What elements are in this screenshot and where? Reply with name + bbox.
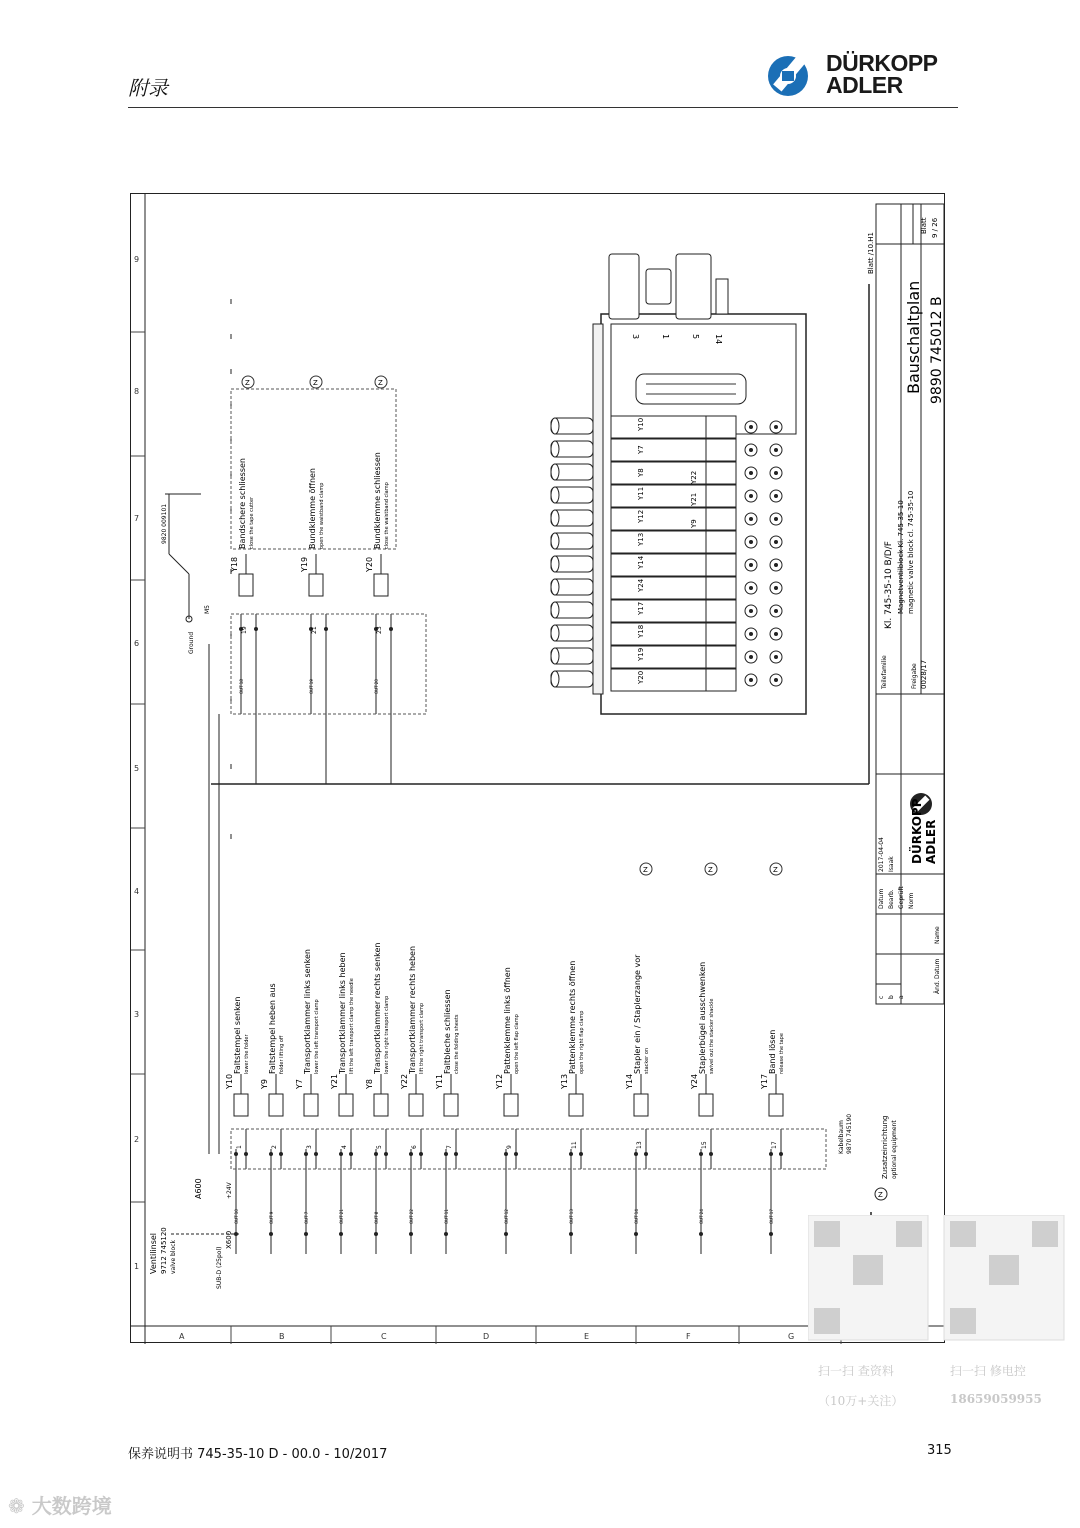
valve-block-label: valve block — [170, 1240, 177, 1274]
fitting-4 — [551, 602, 593, 618]
fitting-10 — [551, 464, 593, 480]
svg-text:Z: Z — [708, 866, 713, 874]
valve-out-y13: OUT 13 — [569, 1209, 574, 1224]
logo-line-2: ADLER — [826, 72, 903, 98]
port-5: 5 — [691, 334, 700, 340]
svg-text:Z: Z — [643, 866, 648, 874]
valve-id-y22: Y22 — [400, 1073, 409, 1089]
valve-out-y14: OUT 14 — [634, 1209, 639, 1224]
valve-pin-y9: 2 — [271, 1145, 278, 1149]
valve-pin-y19: 21 — [311, 626, 318, 634]
valve-desc-en-y14: stacker on — [644, 1047, 650, 1074]
norm-label: Norm — [908, 892, 915, 909]
valve-desc-en-y21: lift the left transport clamp the needle — [349, 978, 355, 1074]
valve-pin-y17: 17 — [771, 1141, 778, 1149]
brand-watermark-text: 大数跨境 — [31, 1494, 112, 1518]
valve-desc-de-y24: Staplerbügel ausschwenken — [698, 961, 707, 1074]
kabelbaum-number: 9870 745190 — [846, 1113, 853, 1154]
valve-desc-de-y10: Faltstempel senken — [233, 996, 242, 1074]
valve-desc-en-y13: open the right flap clamp — [579, 1010, 585, 1074]
valve-desc-en-y8: lower the right transport clamp — [384, 995, 390, 1074]
col-label-1: 1 — [134, 1262, 140, 1271]
qr-watermark-area — [808, 1215, 1068, 1345]
freigabe-date: 0028/17 — [920, 659, 928, 689]
drawing-doc-number: 9890 745012 B — [929, 296, 945, 404]
valve-out-y24: OUT 24 — [699, 1209, 704, 1224]
row-label-d: D — [483, 1332, 490, 1341]
valve-out-y17: OUT 17 — [769, 1209, 774, 1224]
fitting-8 — [551, 510, 593, 526]
valve-pin-y11: 7 — [446, 1145, 453, 1149]
valve-desc-en-y7: lower the left transport clamp — [314, 999, 320, 1074]
valve-pin-y7: 3 — [306, 1145, 313, 1149]
logo-line-1: DÜRKOPP — [826, 50, 938, 76]
valve-desc-de-y7: Transportklammer links senken — [303, 949, 312, 1074]
watermark-scan-1: 扫一扫 查资料 — [818, 1364, 894, 1378]
valve-pin-y24: 15 — [701, 1141, 708, 1149]
aend-label: Änd. — [934, 980, 941, 994]
valve-desc-de-y22: Transportklammer rechts heben — [408, 945, 417, 1074]
drawing-desc-1: Kl. 745-35-10 B/D/F — [884, 541, 894, 629]
qr-code-icons — [808, 1215, 1068, 1345]
valve-out-y19: OUT 19 — [309, 679, 314, 694]
slice-label-y24: Y24 — [637, 578, 645, 592]
valve-y19 — [300, 468, 328, 784]
bearb-label: Bearb. — [888, 889, 895, 909]
slice-label-y14: Y14 — [637, 555, 645, 569]
drawing-desc-2: Magnetventilblock Kl. 745-35-10 — [897, 500, 905, 614]
valve-out-y18: OUT 18 — [239, 679, 244, 694]
drawing-title: Bauschaltplan — [904, 280, 923, 394]
slice-label-bottom-y22: Y22 — [690, 470, 698, 484]
slice-label-y7: Y7 — [637, 445, 645, 454]
title-block-logo — [909, 793, 938, 864]
duerkopp-adler-logo — [762, 52, 962, 98]
valve-id-y13: Y13 — [560, 1073, 569, 1089]
drawing-desc-3: magnetic valve block cl. 745-35-10 — [907, 490, 915, 614]
fitting-12 — [551, 418, 593, 434]
schematic-drawing — [131, 194, 946, 1344]
valve-desc-de-y17: Band lösen — [768, 1029, 777, 1074]
valve-y14 — [219, 699, 946, 1254]
port-3: 3 — [631, 334, 640, 340]
fitting-2 — [551, 648, 593, 664]
valve-id-y18: Y18 — [230, 556, 239, 572]
gepruft-label: Geprüft — [898, 886, 905, 909]
bearb-value: Isaak — [888, 856, 895, 872]
brand-watermark-icon: ❁ — [8, 1494, 32, 1518]
sheet-value: 9 / 26 — [931, 217, 939, 238]
row-label-a: A — [179, 1332, 185, 1341]
col-label-6: 6 — [134, 639, 140, 648]
freigabe-label: Freigabe — [911, 663, 918, 689]
valve-fittings — [551, 418, 593, 687]
valve-pin-y18: 19 — [241, 626, 248, 634]
m5-label: M5 — [204, 605, 211, 614]
valve-desc-de-y19: Bundklemme öffnen — [308, 467, 317, 549]
valve-desc-de-y9: Faltstempel heben aus — [268, 983, 277, 1074]
slice-label-bottom-y9: Y9 — [690, 519, 698, 528]
watermark-phone: 18659059955 — [950, 1392, 1042, 1406]
valve-desc-en-y9: folder lifting off — [279, 1035, 285, 1074]
fitting-9 — [551, 487, 593, 503]
subd-label: SUB-D (25pol) — [216, 1246, 223, 1289]
col-label-4: 4 — [134, 887, 140, 896]
col-label-5: 5 — [134, 764, 140, 773]
valve-pin-y22: 6 — [411, 1145, 418, 1149]
slice-label-y20: Y20 — [637, 670, 645, 684]
optional-label-de: Zusatzeinrichtung — [881, 1115, 889, 1179]
teilefamilie-label: Teilefamilie — [881, 655, 888, 689]
slice-label-bottom-y21: Y21 — [690, 492, 698, 506]
valve-id-y11: Y11 — [435, 1073, 444, 1089]
row-label-e: E — [584, 1332, 590, 1341]
schematic-frame — [130, 193, 945, 1343]
ground-label: Ground — [188, 631, 195, 654]
valve-desc-de-y13: Pattenklemme rechts öffnen — [568, 960, 577, 1074]
valve-id-y24: Y24 — [690, 1073, 699, 1089]
valve-island-number: 9712 745120 — [160, 1227, 168, 1274]
kabelbaum-label: Kabelbaum — [838, 1120, 845, 1154]
valve-desc-en-y17: release the tape — [779, 1033, 785, 1074]
valve-desc-de-y11: Faltbleche schliessen — [443, 989, 452, 1074]
valve-island-label: Ventilinsel — [149, 1232, 158, 1274]
header-rule — [128, 107, 958, 108]
svg-text:Z: Z — [313, 379, 318, 387]
datum-label: Datum — [878, 888, 885, 909]
valve-desc-de-y12: Pattenklemme links öffnen — [503, 967, 512, 1074]
valve-id-y12: Y12 — [495, 1073, 504, 1089]
valve-y18 — [230, 458, 258, 784]
next-sheet-ref: Blatt /10.H1 — [867, 232, 875, 274]
valve-pin-y14: 13 — [636, 1141, 643, 1149]
slice-label-y8: Y8 — [637, 468, 645, 477]
x600-label: X600 — [225, 1230, 233, 1249]
slice-label-y12: Y12 — [637, 509, 645, 523]
name-label: Name — [934, 926, 941, 944]
rev-row-a: a — [898, 995, 905, 999]
valve-desc-en-y19: open the waistband clamp — [319, 482, 325, 549]
slice-label-y13: Y13 — [637, 532, 645, 546]
valve-desc-de-y20: Bundklemme schliessen — [373, 452, 382, 549]
cable-ref: 9820 009101 — [161, 503, 168, 544]
valve-out-y8: OUT 8 — [374, 1211, 379, 1224]
datum2-label: Datum — [934, 958, 941, 979]
svg-text:Z: Z — [378, 379, 383, 387]
valve-out-y20: OUT 20 — [374, 679, 379, 694]
fitting-7 — [551, 533, 593, 549]
valve-desc-de-y14: Stapler ein / Staplerzange vor — [633, 954, 642, 1074]
upper-valve-group — [230, 452, 393, 784]
a600-label: A600 — [194, 1178, 203, 1199]
fitting-5 — [551, 579, 593, 595]
valve-id-y20: Y20 — [365, 556, 374, 572]
logo-mark-icon — [762, 52, 822, 98]
watermark-scan-2: 扫一扫 修电控 — [950, 1364, 1026, 1378]
watermark-fans: （10万+关注） — [818, 1394, 904, 1408]
col-label-9: 9 — [134, 255, 140, 264]
valve-desc-en-y10: lower the folder — [244, 1034, 250, 1074]
valve-out-y9: OUT 9 — [269, 1211, 274, 1224]
row-label-c: C — [381, 1332, 387, 1341]
valve-desc-de-y18: Bandschere schliessen — [238, 457, 247, 549]
valve-id-y8: Y8 — [365, 1079, 374, 1089]
valve-desc-en-y22: lift the right transport clamp — [419, 1002, 425, 1074]
footer-doc-reference: 保养说明书 745-35-10 D - 00.0 - 10/2017 — [128, 1447, 388, 1462]
valve-id-y19: Y19 — [300, 556, 309, 572]
row-label-g: G — [788, 1332, 795, 1341]
fitting-11 — [551, 441, 593, 457]
valve-out-y22: OUT 22 — [409, 1209, 414, 1224]
fitting-1 — [551, 671, 593, 687]
valve-pin-y20: 23 — [376, 626, 383, 634]
valve-desc-en-y12: open the left flap clamp — [514, 1014, 520, 1074]
rev-row-b: b — [888, 995, 895, 999]
row-label-f: F — [686, 1332, 691, 1341]
valve-y13 — [219, 634, 946, 1254]
slice-label-y11: Y11 — [637, 486, 645, 500]
valve-pin-y12: 9 — [506, 1145, 513, 1149]
valve-out-y11: OUT 11 — [444, 1209, 449, 1224]
valve-y21 — [219, 404, 946, 1254]
valve-pin-y13: 11 — [571, 1141, 578, 1149]
valve-desc-en-y24: swivel out the stacker shackle — [709, 998, 715, 1074]
fitting-6 — [551, 556, 593, 572]
slice-label-y17: Y17 — [637, 601, 645, 615]
row-letter-ticks — [179, 1326, 894, 1344]
svg-text:Z: Z — [878, 1191, 883, 1199]
valve-desc-de-y8: Transportklammer rechts senken — [373, 942, 382, 1074]
title-block-logo-line-2: ADLER — [924, 819, 938, 864]
valve-id-y21: Y21 — [330, 1073, 339, 1089]
slice-label-y19: Y19 — [637, 647, 645, 661]
port-1: 1 — [661, 334, 670, 340]
valve-pin-y21: 4 — [341, 1145, 348, 1149]
rev-row-c: c — [878, 995, 885, 999]
datum-value: 2017-04-04 — [878, 837, 885, 872]
plus24v-label: +24V — [226, 1182, 233, 1199]
title-block-logo-line-1: DÜRKOPP — [910, 798, 924, 864]
col-label-7: 7 — [134, 514, 140, 523]
valve-desc-en-y11: close the folding sheets — [454, 1014, 460, 1074]
valve-out-y7: OUT 7 — [304, 1211, 309, 1224]
valve-desc-de-y21: Transportklammer links heben — [338, 952, 347, 1074]
svg-text:Z: Z — [245, 379, 250, 387]
port-14: 14 — [714, 334, 723, 345]
valve-y20 — [365, 452, 393, 784]
valve-id-y14: Y14 — [625, 1073, 634, 1089]
valve-pin-y8: 5 — [376, 1145, 383, 1149]
brand-watermark — [8, 1490, 112, 1519]
valve-y24 — [219, 764, 946, 1254]
title-block — [876, 204, 945, 1004]
valve-y11 — [219, 509, 946, 1254]
optional-label-en: optional equipment — [891, 1120, 898, 1179]
slice-label-y10: Y10 — [637, 417, 645, 431]
svg-text:Z: Z — [773, 866, 778, 874]
valve-desc-en-y18: close the tape cutter — [249, 496, 255, 549]
valve-id-y17: Y17 — [760, 1073, 769, 1089]
col-label-3: 3 — [134, 1010, 140, 1019]
valve-out-y10: OUT 10 — [234, 1209, 239, 1224]
valve-id-y9: Y9 — [260, 1079, 269, 1089]
col-label-2: 2 — [134, 1135, 140, 1144]
sheet-label: Blatt — [920, 217, 928, 234]
slice-label-y18: Y18 — [637, 624, 645, 638]
footer-page-number: 315 — [927, 1443, 952, 1458]
section-title: 附录 — [128, 76, 168, 100]
valve-pin-y10: 1 — [236, 1145, 243, 1149]
valve-desc-en-y20: close the waistband clamp — [384, 482, 390, 549]
valve-out-y21: OUT 21 — [339, 1209, 344, 1224]
column-number-ticks — [131, 255, 145, 1271]
valve-id-y7: Y7 — [295, 1079, 304, 1089]
valve-out-y12: OUT 12 — [504, 1209, 509, 1224]
valve-block-illustration — [551, 254, 806, 714]
valve-id-y10: Y10 — [225, 1073, 234, 1089]
fitting-3 — [551, 625, 593, 641]
row-label-b: B — [279, 1332, 285, 1341]
col-label-8: 8 — [134, 387, 140, 396]
